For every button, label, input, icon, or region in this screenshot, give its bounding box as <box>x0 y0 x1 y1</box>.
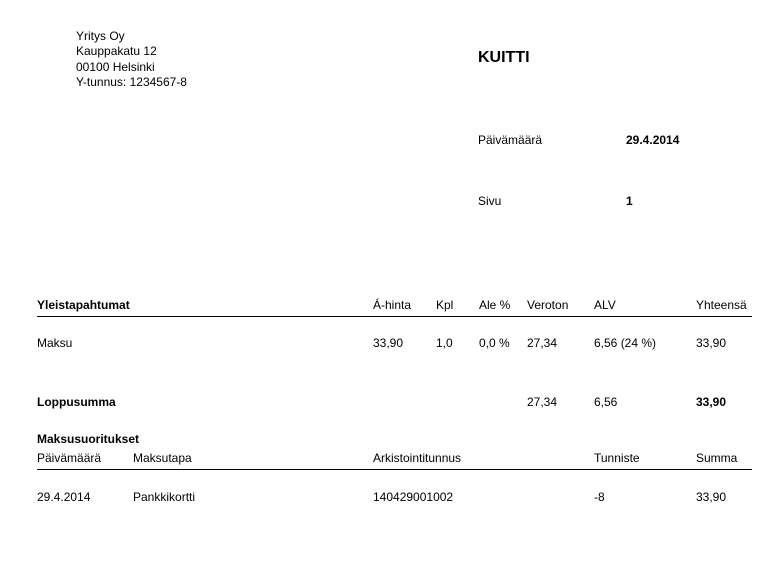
payment-col-identifier-header: Tunniste <box>594 451 640 465</box>
grand-total-label: Loppusumma <box>37 395 116 409</box>
payment-date: 29.4.2014 <box>37 490 91 504</box>
col-discount-header: Ale % <box>479 298 511 312</box>
company-business-id: Y-tunnus: 1234567-8 <box>76 75 187 89</box>
payment-identifier: -8 <box>594 490 605 504</box>
grand-total-vat: 6,56 <box>594 395 618 409</box>
row-net: 27,34 <box>527 336 558 350</box>
col-total-header: Yhteensä <box>696 298 747 312</box>
company-street: Kauppakatu 12 <box>76 44 157 58</box>
payment-col-amount-header: Summa <box>696 451 738 465</box>
row-vat: 6,56 (24 %) <box>594 336 657 350</box>
payment-method: Pankkikortti <box>133 490 196 504</box>
col-quantity-header: Kpl <box>436 298 454 312</box>
payment-col-method-header: Maksutapa <box>133 451 192 465</box>
page-value: 1 <box>626 194 633 208</box>
company-city: 00100 Helsinki <box>76 60 155 74</box>
payment-col-archive-header: Arkistointitunnus <box>373 451 462 465</box>
col-net-header: Veroton <box>527 298 569 312</box>
payments-header-divider <box>37 469 752 470</box>
row-total: 33,90 <box>696 336 727 350</box>
col-vat-header: ALV <box>594 298 616 312</box>
date-value: 29.4.2014 <box>626 133 680 147</box>
grand-total-net: 27,34 <box>527 395 558 409</box>
row-unit-price: 33,90 <box>373 336 404 350</box>
transactions-header-divider <box>37 316 752 317</box>
payment-col-date-header: Päivämäärä <box>37 451 102 465</box>
payments-section-title: Maksusuoritukset <box>37 432 140 446</box>
col-description-header: Yleistapahtumat <box>37 298 130 312</box>
document-title: KUITTI <box>478 49 530 66</box>
grand-total-amount: 33,90 <box>696 395 727 409</box>
col-unit-price-header: Á-hinta <box>373 298 412 312</box>
row-description: Maksu <box>37 336 73 350</box>
payment-amount: 33,90 <box>696 490 727 504</box>
company-name: Yritys Oy <box>76 29 125 43</box>
payment-archive-id: 140429001002 <box>373 490 454 504</box>
page-label: Sivu <box>478 194 502 208</box>
row-quantity: 1,0 <box>436 336 453 350</box>
date-label: Päivämäärä <box>478 133 543 147</box>
row-discount: 0,0 % <box>479 336 510 350</box>
